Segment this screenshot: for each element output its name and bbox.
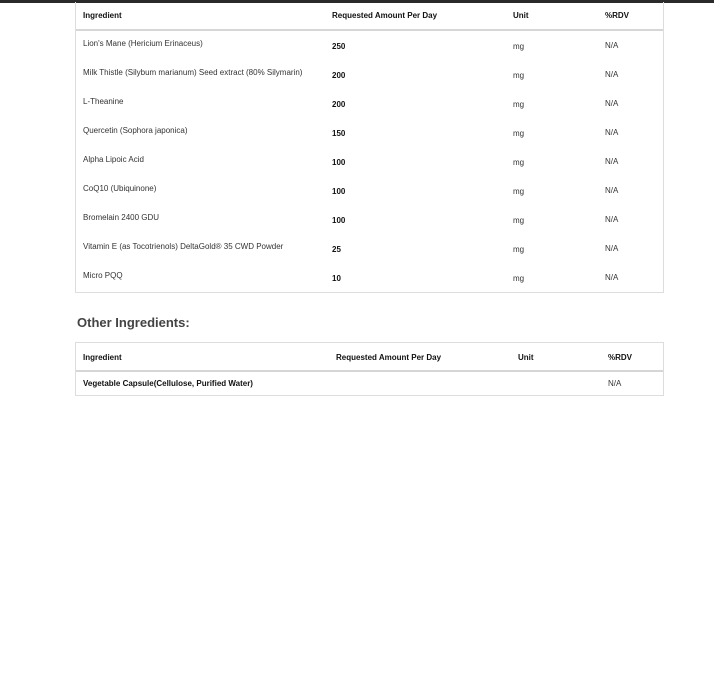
table-header-row [76,2,663,31]
ingredient-unit: mg [513,216,525,225]
ingredient-rdv: N/A [608,379,622,388]
ingredient-name: Alpha Lipoic Acid [83,155,144,164]
ingredient-amount: 250 [332,42,346,51]
ingredient-name: Micro PQQ [83,271,123,280]
ingredient-name: L-Theanine [83,97,124,106]
ingredient-amount: 100 [332,158,346,167]
other-ingredients-title: Other Ingredients: [77,315,190,330]
ingredient-unit: mg [513,158,525,167]
ingredient-name: Quercetin (Sophora japonica) [83,126,188,135]
header-unit: Unit [513,11,529,20]
ingredient-amount: 100 [332,216,346,225]
header-amount: Requested Amount Per Day [332,11,438,20]
table-row [76,60,663,89]
header-rdv: %RDV [605,11,630,20]
ingredient-unit: mg [513,187,525,196]
ingredient-amount: 150 [332,129,346,138]
table-row [76,263,663,292]
table-header-row [76,343,663,372]
ingredient-unit: mg [513,245,525,254]
ingredient-rdv: N/A [605,215,619,224]
ingredient-unit: mg [513,42,525,51]
ingredient-name: Vitamin E (as Tocotrienols) DeltaGold® 35 CWD Powder [83,242,284,251]
ingredient-name: CoQ10 (Ubiquinone) [83,184,157,193]
table-row [76,176,663,205]
table-row [76,372,663,395]
table-row [76,31,663,60]
ingredient-name: Bromelain 2400 GDU [83,213,160,222]
ingredient-rdv: N/A [605,186,619,195]
ingredient-rdv: N/A [605,128,619,137]
table-row [76,147,663,176]
table-row [76,118,663,147]
ingredient-rdv: N/A [605,70,619,79]
table-row [76,89,663,118]
ingredient-rdv: N/A [605,244,619,253]
ingredient-unit: mg [513,129,525,138]
header-unit: Unit [518,353,534,362]
ingredient-amount: 25 [332,245,341,254]
ingredient-name: Milk Thistle (Silybum marianum) Seed extract (80% Silymarin) [83,68,303,77]
ingredient-unit: mg [513,100,525,109]
ingredient-unit: mg [513,274,525,283]
ingredient-rdv: N/A [605,273,619,282]
other-ingredients-table [75,342,664,396]
ingredient-rdv: N/A [605,41,619,50]
ingredient-rdv: N/A [605,99,619,108]
ingredient-amount: 200 [332,100,346,109]
ingredient-name: Vegetable Capsule(Cellulose, Purified Water) [83,379,253,388]
ingredient-name: Lion's Mane (Hericium Erinaceus) [83,39,203,48]
header-ingredient: Ingredient [83,353,122,362]
ingredient-amount: 200 [332,71,346,80]
table-row [76,234,663,263]
supplement-facts-table [75,2,664,293]
header-ingredient: Ingredient [83,11,122,20]
ingredient-rdv: N/A [605,157,619,166]
header-amount: Requested Amount Per Day [336,353,442,362]
table-row [76,205,663,234]
ingredient-unit: mg [513,71,525,80]
ingredient-amount: 100 [332,187,346,196]
header-rdv: %RDV [608,353,633,362]
ingredient-amount: 10 [332,274,341,283]
